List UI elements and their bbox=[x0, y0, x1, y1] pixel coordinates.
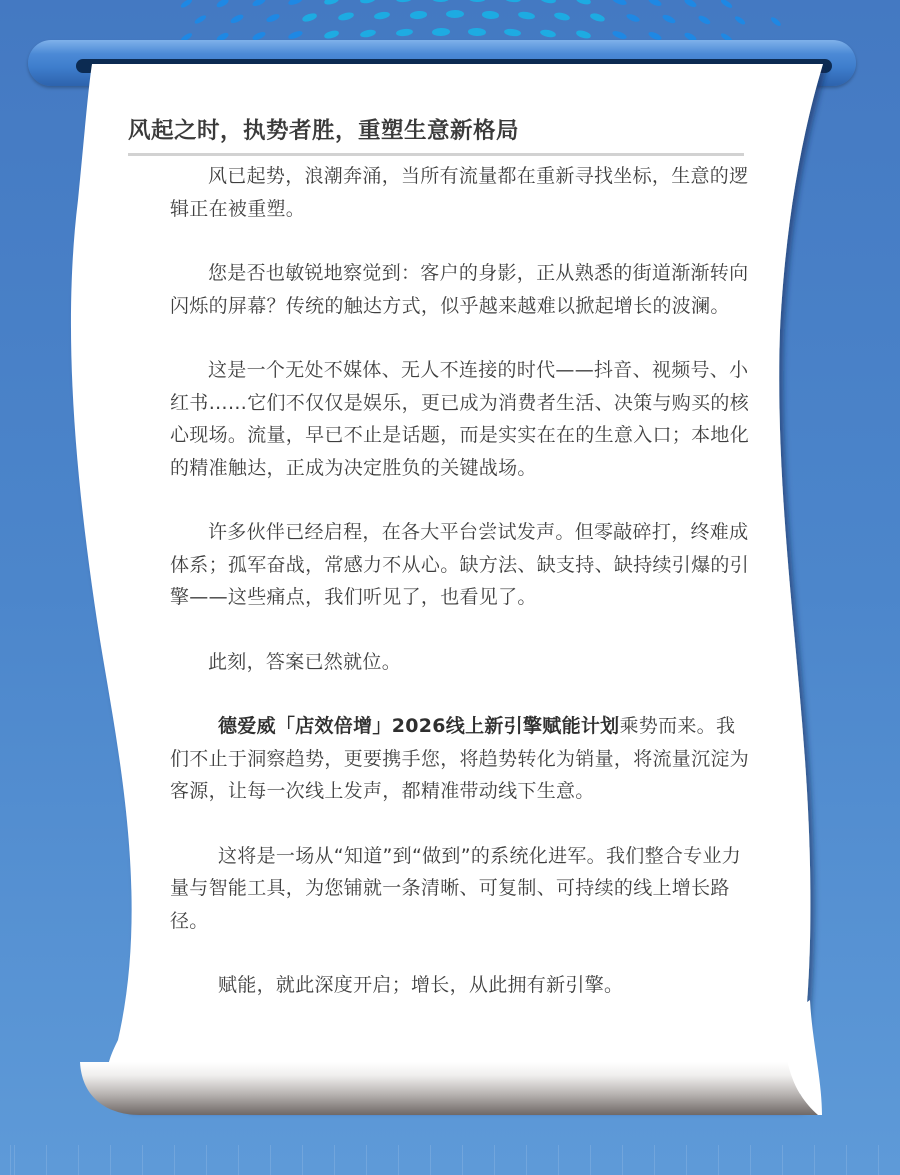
title-divider bbox=[128, 153, 744, 156]
paragraph-4: 许多伙伴已经启程，在各大平台尝试发声。但零敲碎打，终难成体系；孤军奋战，常感力不从心。缺方法、缺支持、缺持续引爆的引擎——这些痛点，我们听见了，也看见了。 bbox=[170, 521, 750, 608]
paragraph-6: 德爱威「店效倍增」2026线上新引擎赋能计划乘势而来。我们不止于洞察趋势，更要携手您，将趋势转化为销量，将流量沉淀为客源，让每一次线上发声，都精准带动线下生意。 bbox=[170, 715, 750, 802]
page-title: 风起之时，执势者胜，重塑生意新格局 bbox=[128, 118, 520, 144]
paragraph-1: 风已起势，浪潮奔涌，当所有流量都在重新寻找坐标，生意的逻辑正在被重塑。 bbox=[170, 165, 749, 220]
grid-lines-decor bbox=[0, 1145, 900, 1175]
paragraph-8: 赋能，就此深度开启；增长，从此拥有新引擎。 bbox=[218, 974, 624, 996]
paragraph-5: 此刻，答案已然就位。 bbox=[208, 650, 402, 673]
program-name: 德爱威「店效倍增」2026线上新引擎赋能计划 bbox=[218, 715, 620, 737]
document-body bbox=[128, 113, 750, 1002]
paragraph-2: 您是否也敏锐地察觉到：客户的身影，正从熟悉的街道渐渐转向闪烁的屏幕？传统的触达方式，似乎越来越难以掀起增长的波澜。 bbox=[170, 262, 749, 317]
paragraph-7: 这将是一场从“知道”到“做到”的系统化进军。我们整合专业力量与智能工具，为您铺就一条清晰、可复制、可持续的线上增长路径。 bbox=[170, 844, 742, 932]
paragraph-3: 这是一个无处不媒体、无人不连接的时代——抖音、视频号、小红书……它们不仅仅是娱乐，更已成为消费者生活、决策与购买的核心现场。流量，早已不止是话题，而是实实在在的生意入口；本地化的精准触达，正成为决定胜负的关键战场。 bbox=[170, 359, 750, 479]
